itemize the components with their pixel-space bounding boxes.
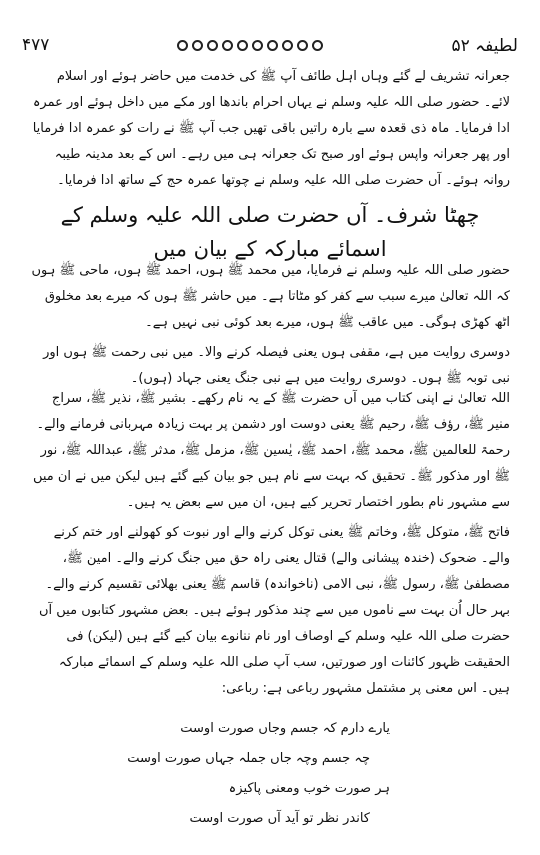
verse-line: چہ جسم وچہ جاں جملہ جہاں صورت اوست	[127, 751, 370, 766]
section-title: چھٹا شرف۔ آں حضرت صلی اللہ علیہ وسلم کے اسمائے مبارکہ کے بیان میں	[60, 203, 480, 261]
rubai-verses	[120, 714, 390, 834]
page-number: ۴۷۷	[22, 35, 50, 55]
ornament-divider	[177, 40, 323, 51]
narration-paragraph: دوسری روایت میں ہے، مقفی ہوں یعنی فیصلہ کرنے والا۔ میں نبی رحمت ﷺ ہوں اور نبی توبہ ﷺ ہوں۔ دوسری روایت میں ہے نبی جنگ یعنی جہاد (ہوں)۔	[43, 345, 510, 386]
verse-line: یارے دارم کہ جسم وجاں صورت اوست	[180, 721, 390, 736]
verse-line: ہر صورت خوب ومعنی پاکیزہ	[228, 781, 390, 796]
verse-line: کاندر نظر تو آید آں صورت اوست	[189, 811, 370, 826]
page-header	[22, 32, 518, 58]
chapter-title: لطیفہ ۵۲	[451, 35, 518, 56]
hadith-paragraph: حضور صلی اللہ علیہ وسلم نے فرمایا، میں محمد ﷺ ہوں، احمد ﷺ ہوں، ماحی ﷺ ہوں کہ اللہ تعالیٰ میرے سبب سے کفر کو مٹاتا ہے۔ میں حاشر ﷺ ہوں کہ میرے بعد مخلوق اٹھ کھڑی ہوگی۔ میں عاقب ﷺ ہوں، میرے بعد کوئی نبی نہیں ہے۔	[31, 263, 510, 330]
intro-paragraph: جعرانہ تشریف لے گئے وہاں اہل طائف آپ ﷺ کی خدمت میں حاضر ہوئے اور اسلام لائے۔ حضور صلی اللہ علیہ وسلم نے یہاں احرام باندھا اور مکے میں داخل ہوئے اور عمرہ ادا فرمایا۔ ماہ ذی قعدہ سے بارہ راتیں باقی تھیں جب آپ ﷺ نے رات کو عمرہ ادا فرمایا اور پھر جعرانہ واپس ہوئے اور صبح تک جعرانہ ہی میں رہے۔ اس کے بعد مدینہ طیبہ روانہ ہوئے۔ آں حضرت صلی اللہ علیہ وسلم نے چوتھا عمرہ حج کے ساتھ ادا فرمایا۔	[32, 69, 510, 188]
more-names-paragraph: فاتح ﷺ، متوکل ﷺ، وخاتم ﷺ یعنی توکل کرنے والے اور نبوت کو کھولنے اور ختم کرنے والے۔ ضحوک (خندہ پیشانی والے) قتال یعنی راہ حق میں جنگ کرنے والے۔ امین ﷺ، مصطفیٰ ﷺ، رسول ﷺ، نبی الامی (ناخواندہ) قاسم ﷺ یعنی بھلائی تقسیم کرنے والے۔ بہر حال اُن بہت سے ناموں میں سے چند مذکور ہوئے ہیں۔ بعض مشہور کتابوں میں آں حضرت صلی اللہ علیہ وسلم کے اوصاف اور نام ننانوے بیان کیے گئے ہیں (لیکن) فی الحقیقت ظہور کائنات اور صورتیں، سب آپ صلی اللہ علیہ وسلم کے اسمائے مبارکہ ہیں۔ اس معنی پر مشتمل مشہور رباعی ہے: رباعی:	[39, 525, 510, 696]
names-paragraph: اللہ تعالیٰ نے اپنی کتاب میں آں حضرت ﷺ کے یہ نام رکھے۔ بشیر ﷺ، نذیر ﷺ، سراج منیر ﷺ، رؤف ﷺ، رحیم ﷺ یعنی دوست اور دشمن پر بہت زیادہ مہربانی فرمانے والے۔ رحمۃ للعالمین ﷺ، محمد ﷺ، احمد ﷺ، یٰسین ﷺ، مزمل ﷺ، مدثر ﷺ، عبداللہ ﷺ، نور ﷺ اور مذکور ﷺ۔ تحقیق کہ بہت سے نام ہیں جو بیان کیے گئے ہیں لیکن میں نے ان میں سے مشہور نام بطور اختصار تحریر کیے ہیں، ان میں سے بعض یہ ہیں۔	[32, 391, 510, 510]
